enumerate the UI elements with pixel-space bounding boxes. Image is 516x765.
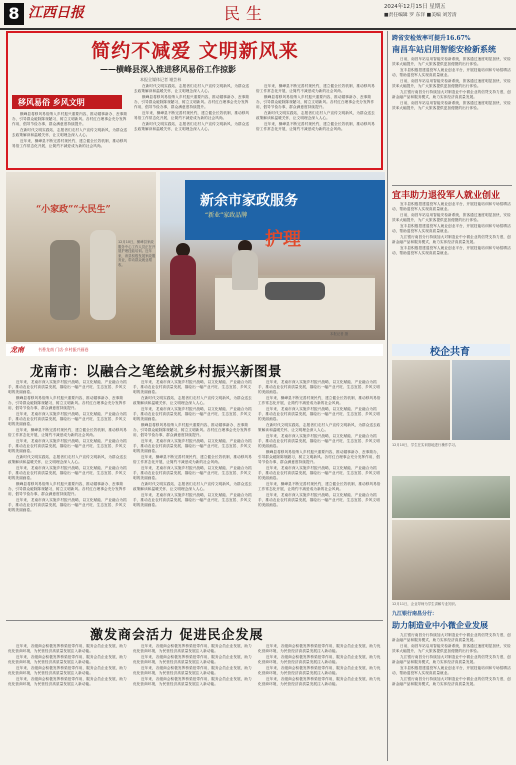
section-2-body-col2: 近年来，龙南市深入实施乡村振兴战略，以文化赋能、产业融合为抓手，推动农业农村高质量发展，描绘出一幅产业兴旺、生态宜居、乡风文明的美丽画卷。 在新时代文明实践站，志愿者们走村入户宣传文明新风，为群众送去政策解读和温暖关怀，让文明理念深入人心。 近年来，龙南市深入实施乡村振兴战略，以文化赋能、产业融合为抓手，推动农业农村高质量发展，描绘出一幅产业兴旺、生态宜居、乡风文明的美丽画卷。 横峰县将移风易俗纳入乡村振兴重要内容，推动婚事新办、丧事简办，引导群众破除陈规陋习，树立文明新风。各村红白理事会充分发挥作用，倡导节俭办事，群众满意度持续提升。 近年来，龙南市深入实施乡村振兴战略，以文化赋能、产业融合为抓手，推动农业农村高质量发展，描绘出一幅产业兴旺、生态宜居、乡风文明的美丽画卷。 近年来，横峰县不断完善村规民约，建立健全长效机制，推动移风易俗工作常态化开展，让简约不减爱成为新的社会风尚。 近年来，龙南市深入实施乡村振兴战略，以文化赋能、产业融合为抓手，推动农业农村高质量发展，描绘出一幅产业兴旺、生态宜居、乡风文明的美丽画卷。 在新时代文明实践站，志愿者们走村入户宣传文明新风，为群众送去政策解读和温暖关怀，让文明理念深入人心。 近年来，龙南市深入实施乡村振兴战略，以文化赋能、产业融合为抓手，推动农业农村高质量发展，描绘出一幅产业兴旺、生态宜居、乡风文明的美丽画卷。 (133, 380, 252, 507)
column-divider (387, 31, 388, 761)
section-2-headline[interactable]: 龙南市：以融合之笔绘就乡村振兴新图景 (30, 364, 282, 380)
photo-banner-slogan: “新业”家政品牌 (205, 212, 248, 219)
photo-figure (50, 240, 80, 320)
right-kicker-3: 九江银行南昌分行： (392, 611, 438, 617)
section-strip-text: 书香龙南 门店·乡村振兴画卷 (38, 347, 89, 352)
photo-banner-title: 新余市家政服务 (200, 193, 298, 209)
lead-tag: 移风易俗 乡风文明 (12, 95, 122, 109)
lead-body-left: 横峰县将移风易俗纳入乡村振兴重要内容，推动婚事新办、丧事简办，引导群众破除陈规陋习，树立文明新风。各村红白理事会充分发挥作用，倡导节俭办事，群众满意度持续提升。 在新时代文明实践站，志愿者们走村入户宣传文明新风，为群众送去政策解读和温暖关怀，让文明理念深入人心。 近年来，横峰县不断完善村规民约，建立健全长效机制，推动移风易俗工作常态化开展，让简约不减爱成为新的社会风尚。 (12, 112, 128, 148)
photo-figure (90, 230, 116, 320)
section-2-body-col3: 近年来，龙南市深入实施乡村振兴战略，以文化赋能、产业融合为抓手，推动农业农村高质量发展，描绘出一幅产业兴旺、生态宜居、乡风文明的美丽画卷。 近年来，横峰县不断完善村规民约，建立健全长效机制，推动移风易俗工作常态化开展，让简约不减爱成为新的社会风尚。 近年来，龙南市深入实施乡村振兴战略，以文化赋能、产业融合为抓手，推动农业农村高质量发展，描绘出一幅产业兴旺、生态宜居、乡风文明的美丽画卷。 在新时代文明实践站，志愿者们走村入户宣传文明新风，为群众送去政策解读和温暖关怀，让文明理念深入人心。 近年来，龙南市深入实施乡村振兴战略，以文化赋能、产业融合为抓手，推动农业农村高质量发展，描绘出一幅产业兴旺、生态宜居、乡风文明的美丽画卷。 横峰县将移风易俗纳入乡村振兴重要内容，推动婚事新办、丧事简办，引导群众破除陈规陋习，树立文明新风。各村红白理事会充分发挥作用，倡导节俭办事，群众满意度持续提升。 近年来，龙南市深入实施乡村振兴战略，以文化赋能、产业融合为抓手，推动农业农村高质量发展，描绘出一幅产业兴旺、生态宜居、乡风文明的美丽画卷。 近年来，横峰县不断完善村规民约，建立健全长效机制，推动移风易俗工作常态化开展，让简约不减爱成为新的社会风尚。 近年来，龙南市深入实施乡村振兴战略，以文化赋能、产业融合为抓手，推动农业农村高质量发展，描绘出一幅产业兴旺、生态宜居、乡风文明的美丽画卷。 (258, 380, 381, 507)
issue-date: 2024年12月15日 星期五 (384, 4, 446, 10)
right-photo-caption-1: 12月10日，学生在实训基地进行操作学习。 (392, 443, 459, 447)
lead-reporter: 本报全媒体记者 谢芸林 (140, 77, 182, 82)
right-headline-3[interactable]: 助力制造业中小微企业发展 (392, 620, 488, 630)
right-body-2: 宜丰县积极搭建退役军人就业创业平台，开展技能培训和专场招聘活动，帮助退役军人实现高质量就业。 日前，南昌车站启用智能安检新系统，旅客通过速度明显加快，安检效率大幅提升，为广大旅客提供更加便捷的出行体验。 宜丰县积极搭建退役军人就业创业平台，开展技能培训和专场招聘活动，帮助退役军人实现高质量就业。 九江银行南昌分行持续加大对制造业中小微企业的信贷支持力度，创新金融产品和服务模式，助力实体经济高质量发展。 宜丰县积极搭建退役军人就业创业平台，开展技能培训和专场招聘活动，帮助退役军人实现高质量就业。 (392, 202, 511, 255)
school-enterprise-title: 校企共育 (430, 347, 470, 358)
left-photo-label: “小家政”“大民生” (36, 205, 111, 215)
lead-body-right: 近年来，横峰县不断完善村规民约，建立健全长效机制，推动移风易俗工作常态化开展，让简约不减爱成为新的社会风尚。 横峰县将移风易俗纳入乡村振兴重要内容，推动婚事新办、丧事简办，引导群众破除陈规陋习，树立文明新风。各村红白理事会充分发挥作用，倡导节俭办事，群众满意度持续提升。 在新时代文明实践站，志愿者们走村入户宣传文明新风，为群众送去政策解读和温暖关怀，让文明理念深入人心。 近年来，横峰县不断完善村规民约，建立健全长效机制，推动移风易俗工作常态化开展，让简约不减爱成为新的社会风尚。 (256, 84, 375, 131)
photo-figure (170, 255, 196, 335)
section-title: 民生 (224, 4, 269, 23)
lead-headline[interactable]: 简约不减爱 文明新风来 (91, 40, 299, 62)
section-3-headline[interactable]: 激发商会活力 促进民企发展 (90, 628, 264, 643)
lead-body-mid: 在新时代文明实践站，志愿者们走村入户宣传文明新风，为群众送去政策解读和温暖关怀，让文明理念深入人心。 横峰县将移风易俗纳入乡村振兴重要内容，推动婚事新办、丧事简办，引导群众破除陈规陋习，树立文明新风。各村红白理事会充分发挥作用，倡导节俭办事，群众满意度持续提升。 近年来，横峰县不断完善村规民约，建立健全长效机制，推动移风易俗工作常态化开展，让简约不减爱成为新的社会风尚。 在新时代文明实践站，志愿者们走村入户宣传文明新风，为群众送去政策解读和温暖关怀，让文明理念深入人心。 (134, 84, 250, 131)
lead-subhead: ——横峰县深入推进移风易俗工作掠影 (100, 64, 236, 74)
section-2-body-col1: 近年来，龙南市深入实施乡村振兴战略，以文化赋能、产业融合为抓手，推动农业农村高质量发展，描绘出一幅产业兴旺、生态宜居、乡风文明的美丽画卷。 横峰县将移风易俗纳入乡村振兴重要内容，推动婚事新办、丧事简办，引导群众破除陈规陋习，树立文明新风。各村红白理事会充分发挥作用，倡导节俭办事，群众满意度持续提升。 近年来，龙南市深入实施乡村振兴战略，以文化赋能、产业融合为抓手，推动农业农村高质量发展，描绘出一幅产业兴旺、生态宜居、乡风文明的美丽画卷。 近年来，横峰县不断完善村规民约，建立健全长效机制，推动移风易俗工作常态化开展，让简约不减爱成为新的社会风尚。 近年来，龙南市深入实施乡村振兴战略，以文化赋能、产业融合为抓手，推动农业农村高质量发展，描绘出一幅产业兴旺、生态宜居、乡风文明的美丽画卷。 在新时代文明实践站，志愿者们走村入户宣传文明新风，为群众送去政策解读和温暖关怀，让文明理念深入人心。 近年来，龙南市深入实施乡村振兴战略，以文化赋能、产业融合为抓手，推动农业农村高质量发展，描绘出一幅产业兴旺、生态宜居、乡风文明的美丽画卷。 横峰县将移风易俗纳入乡村振兴重要内容，推动婚事新办、丧事简办，引导群众破除陈规陋习，树立文明新风。各村红白理事会充分发挥作用，倡导节俭办事，群众满意度持续提升。 近年来，龙南市深入实施乡村振兴战略，以文化赋能、产业融合为抓手，推动农业农村高质量发展，描绘出一幅产业兴旺、生态宜居、乡风文明的美丽画卷。 (8, 380, 127, 512)
right-kicker-1: 跨省安检效率可提升16.67% (392, 35, 471, 42)
divider (392, 185, 512, 186)
right-headline-2[interactable]: 宜丰助力退役军人就业创业 (392, 191, 501, 201)
photo-patient (265, 282, 325, 300)
right-photo-caption-2: 12月11日，企业导师为学生讲解专业知识。 (392, 602, 459, 606)
right-headline-1[interactable]: 南昌车站启用智能安检新系统 (392, 44, 496, 54)
masthead-divider (0, 28, 516, 30)
section-3-body-col1: 近年来，各级商会积极发挥桥梁纽带作用，服务会员企业发展，助力优化营商环境，为民营经济高质量发展注入新动能。 近年来，各级商会积极发挥桥梁纽带作用，服务会员企业发展，助力优化营商环境，为民营经济高质量发展注入新动能。 近年来，各级商会积极发挥桥梁纽带作用，服务会员企业发展，助力优化营商环境，为民营经济高质量发展注入新动能。 近年来，各级商会积极发挥桥梁纽带作用，服务会员企业发展，助力优化营商环境，为民营经济高质量发展注入新动能。 (8, 644, 127, 686)
photo-banner-big: 护理 (265, 229, 301, 250)
right-body-1: 日前，南昌车站启用智能安检新系统，旅客通过速度明显加快，安检效率大幅提升，为广大旅客提供更加便捷的出行体验。 宜丰县积极搭建退役军人就业创业平台，开展技能培训和专场招聘活动，帮助退役军人实现高质量就业。 日前，南昌车站启用智能安检新系统，旅客通过速度明显加快，安检效率大幅提升，为广大旅客提供更加便捷的出行体验。 九江银行南昌分行持续加大对制造业中小微企业的信贷支持力度，创新金融产品和服务模式，助力实体经济高质量发展。 日前，南昌车站启用智能安检新系统，旅客通过速度明显加快，安检效率大幅提升，为广大旅客提供更加便捷的出行体验。 (392, 57, 511, 110)
photo-figure (232, 250, 258, 290)
right-body-3: 九江银行南昌分行持续加大对制造业中小微企业的信贷支持力度，创新金融产品和服务模式，助力实体经济高质量发展。 日前，南昌车站启用智能安检新系统，旅客通过速度明显加快，安检效率大幅提升，为广大旅客提供更加便捷的出行体验。 九江银行南昌分行持续加大对制造业中小微企业的信贷支持力度，创新金融产品和服务模式，助力实体经济高质量发展。 宜丰县积极搭建退役军人就业创业平台，开展技能培训和专场招聘活动，帮助退役军人实现高质量就业。 九江银行南昌分行持续加大对制造业中小微企业的信贷支持力度，创新金融产品和服务模式，助力实体经济高质量发展。 (392, 633, 511, 686)
page-number: 8 (4, 3, 24, 25)
right-photo-3 (392, 476, 510, 518)
right-photo-2 (452, 360, 510, 440)
right-photo-1 (392, 360, 450, 440)
section-3-body-col2: 近年来，各级商会积极发挥桥梁纽带作用，服务会员企业发展，助力优化营商环境，为民营经济高质量发展注入新动能。 近年来，各级商会积极发挥桥梁纽带作用，服务会员企业发展，助力优化营商环境，为民营经济高质量发展注入新动能。 近年来，各级商会积极发挥桥梁纽带作用，服务会员企业发展，助力优化营商环境，为民营经济高质量发展注入新动能。 近年来，各级商会积极发挥桥梁纽带作用，服务会员企业发展，助力优化营商环境，为民营经济高质量发展注入新动能。 (133, 644, 252, 686)
editor-credits: ■责任编辑 罗 东洋 ■美编 刘芳清 (384, 13, 457, 18)
section-logo: 龙南 (10, 345, 24, 354)
center-photo-credit: 本报记者 摄 (330, 332, 349, 336)
section-3-body-col3: 近年来，各级商会积极发挥桥梁纽带作用，服务会员企业发展，助力优化营商环境，为民营经济高质量发展注入新动能。 近年来，各级商会积极发挥桥梁纽带作用，服务会员企业发展，助力优化营商环境，为民营经济高质量发展注入新动能。 近年来，各级商会积极发挥桥梁纽带作用，服务会员企业发展，助力优化营商环境，为民营经济高质量发展注入新动能。 近年来，各级商会积极发挥桥梁纽带作用，服务会员企业发展，助力优化营商环境，为民营经济高质量发展注入新动能。 (258, 644, 381, 686)
paper-name: 江西日报 (28, 5, 84, 21)
divider (6, 620, 383, 621)
right-photo-4 (392, 520, 510, 600)
left-photo-caption: 12月10日，横峰县家政服务中心工作人员正在开展护理技能培训。近年来，该县积极发展家政服务业，带动群众就业增收。 (118, 240, 156, 267)
